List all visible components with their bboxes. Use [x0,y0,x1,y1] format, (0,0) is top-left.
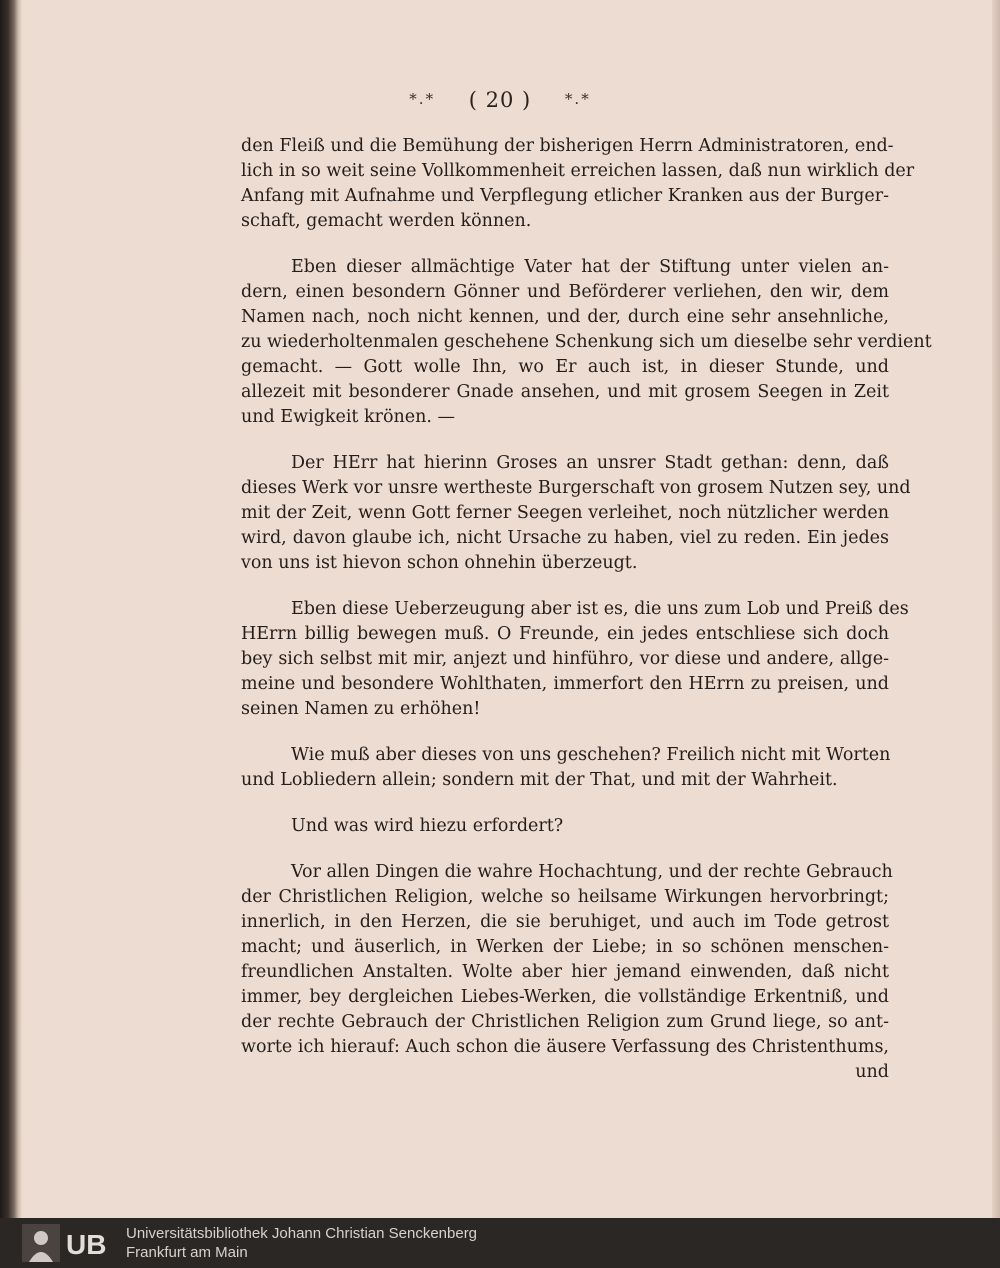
text-line: dern, einen besondern Gönner und Beförderer verliehen, den wir, dem [241,282,889,302]
header-ornament-left: *.* [409,90,436,108]
ub-logo-icon [22,1224,118,1262]
library-city: Frankfurt am Main [126,1244,248,1261]
catchword: und [855,1062,889,1082]
text-line: allezeit mit besonderer Gnade ansehen, und mit grosem Seegen in Zeit [241,382,889,402]
text-line: Wie muß aber dieses von uns geschehen? Freilich nicht mit Worten [291,745,891,765]
text-line: seinen Namen zu erhöhen! [241,699,481,719]
text-line: lich in so weit seine Vollkommenheit erreichen lassen, daß nun wirklich der [241,161,915,181]
text-line: freundlichen Anstalten. Wolte aber hier jemand einwenden, daß nicht [241,962,889,982]
logo-text: UB [66,1229,107,1260]
text-line: zu wiederholtenmalen geschehene Schenkung sich um dieselbe sehr verdient [241,332,932,352]
paragraph-7 [241,860,893,1085]
library-name: Universitätsbibliothek Johann Christian Senckenberg [126,1225,478,1242]
text-line: bey sich selbst mit mir, anjezt und hinführo, vor diese und andere, allge- [241,649,889,669]
page-spine-edge [0,0,22,1218]
text-line: Und was wird hiezu erfordert? [291,816,564,836]
header-ornament-right: *.* [564,90,591,108]
text-line: Der HErr hat hierinn Groses an unsrer Stadt gethan: denn, daß [291,453,889,473]
body-text [241,134,932,1085]
paragraph-5 [241,743,889,793]
paragraph-2 [241,255,932,430]
text-line: wird, davon glaube ich, nicht Ursache zu haben, viel zu reden. Ein jedes [241,528,889,548]
text-line: von uns ist hievon schon ohnehin überzeugt. [241,553,638,573]
page-right-edge [992,0,1000,1218]
text-line: Namen nach, noch nicht kennen, und der, durch eine sehr ansehnliche, [241,307,889,327]
text-line: Eben diese Ueberzeugung aber ist es, die uns zum Lob und Preiß des [291,599,909,619]
page-header [0,88,1000,112]
text-line: und Lobliedern allein; sondern mit der That, und mit der Wahrheit. [241,770,838,790]
text-line: immer, bey dergleichen Liebes-Werken, die vollständige Erkentniß, und [241,987,889,1007]
text-line: mit der Zeit, wenn Gott ferner Seegen verleihet, noch nützlicher werden [241,503,889,523]
text-line: den Fleiß und die Bemühung der bisherigen Herrn Administratoren, end- [241,136,894,156]
paragraph-1 [241,134,915,234]
text-line: der rechte Gebrauch der Christlichen Religion zum Grund liege, so ant- [241,1012,889,1032]
text-line: gemacht. — Gott wolle Ihn, wo Er auch ist, in dieser Stunde, und [241,357,889,377]
text-line: HErrn billig bewegen muß. O Freunde, ein jedes entschliese sich doch [241,624,889,644]
text-line: schaft, gemacht werden können. [241,211,532,231]
library-footer-bar [0,1218,1000,1268]
text-line: der Christlichen Religion, welche so heilsame Wirkungen hervorbringt; [241,887,889,907]
text-line: Vor allen Dingen die wahre Hochachtung, und der rechte Gebrauch [291,862,893,882]
text-line: Eben dieser allmächtige Vater hat der Stiftung unter vielen an- [291,257,889,277]
text-line: worte ich hierauf: Auch schon die äusere Verfassung des Christenthums, [241,1037,889,1057]
paragraph-4 [241,597,909,722]
page-number: ( 20 ) [468,88,532,112]
text-line: dieses Werk vor unsre wertheste Burgerschaft von grosem Nutzen sey, und [241,478,911,498]
paragraph-6 [241,814,889,839]
paragraph-3 [241,451,911,576]
text-line: Anfang mit Aufnahme und Verpflegung etlicher Kranken aus der Burger- [241,186,889,206]
text-line: innerlich, in den Herzen, die sie beruhiget, und auch im Tode getrost [241,912,889,932]
text-line: meine und besondere Wohlthaten, immerfort den HErrn zu preisen, und [241,674,889,694]
text-line: macht; und äuserlich, in Werken der Liebe; in so schönen menschen- [241,937,889,957]
text-line: und Ewigkeit krönen. — [241,407,456,427]
